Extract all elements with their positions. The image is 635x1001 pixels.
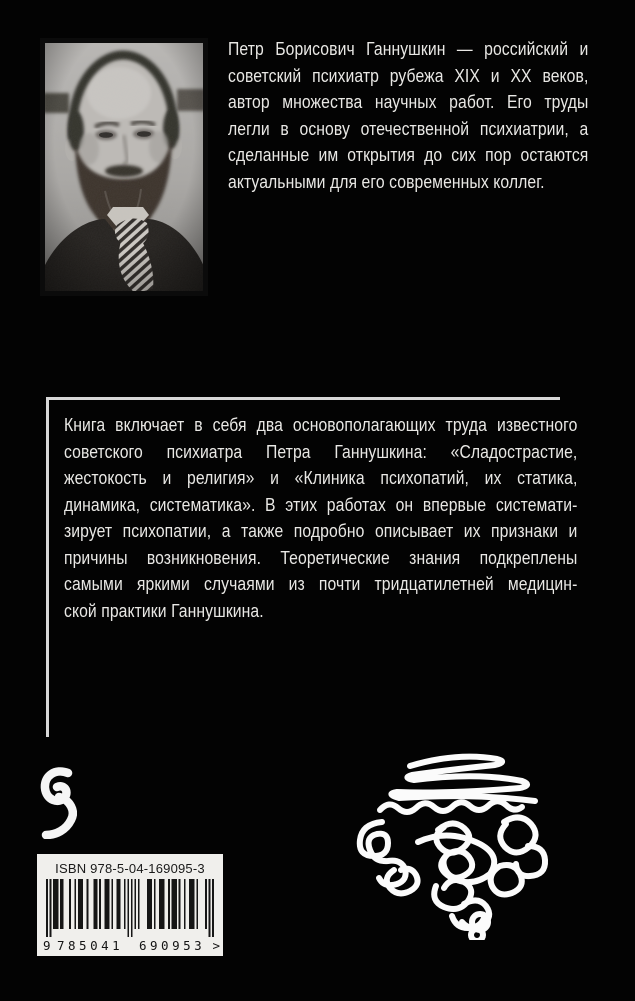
author-photo <box>40 38 208 296</box>
annotation-box-left-border <box>46 397 49 737</box>
barcode-digits-right: 690953 <box>139 938 206 953</box>
annotation-line: зирует психопатии, а также подробно описывает их признаки и <box>64 520 578 541</box>
bio-line: Петр Борисович Ганнушкин — российский и <box>228 38 589 59</box>
barcode-quiet-zone-marker: > <box>212 938 220 953</box>
annotation-line: ской практики Ганнушкина. <box>64 599 264 621</box>
bio-line: легли в основу отечественной психиатрии, а <box>228 117 589 139</box>
barcode-digits-left: 785041 <box>57 938 124 953</box>
annotation-box-top-border <box>46 397 560 400</box>
ean13-barcode <box>46 879 214 937</box>
annotation-line: причины возникновения. Теоретические знания подкреплены <box>64 546 578 568</box>
brain-doodle-icon <box>352 746 552 940</box>
isbn-label: ISBN 978-5-04-169095-3 <box>55 861 205 876</box>
annotation-line: советского психиатра Петра Ганнушкина: «Сладострастие, <box>64 440 578 462</box>
isbn-barcode-panel <box>37 854 223 956</box>
bio-line: сделанные им открытия до сих пор остаются <box>228 144 589 166</box>
annotation-line: динамика, систематика». В этих работах он впервые системати- <box>64 493 578 515</box>
portrait-illustration <box>45 43 203 291</box>
annotation-line: жестокость и религия» и «Клиника психопатий, их статика, <box>64 467 578 488</box>
annotation-paragraph <box>64 412 577 624</box>
annotation-line: Книга включает в себя два основополагающих труда известного <box>64 414 578 435</box>
barcode-digit-prefix: 9 <box>43 938 51 953</box>
publisher-logo-icon <box>37 767 77 839</box>
annotation-line: самыми яркими случаями из почти тридцатилетней медицин- <box>64 573 578 594</box>
bio-line: актуальными для его современных коллег. <box>228 170 545 192</box>
bio-line: автор множества научных работ. Его труды <box>228 91 589 113</box>
author-bio-paragraph <box>228 36 588 196</box>
bio-line: советский психиатр рубежа XIX и XX веков, <box>228 64 589 86</box>
